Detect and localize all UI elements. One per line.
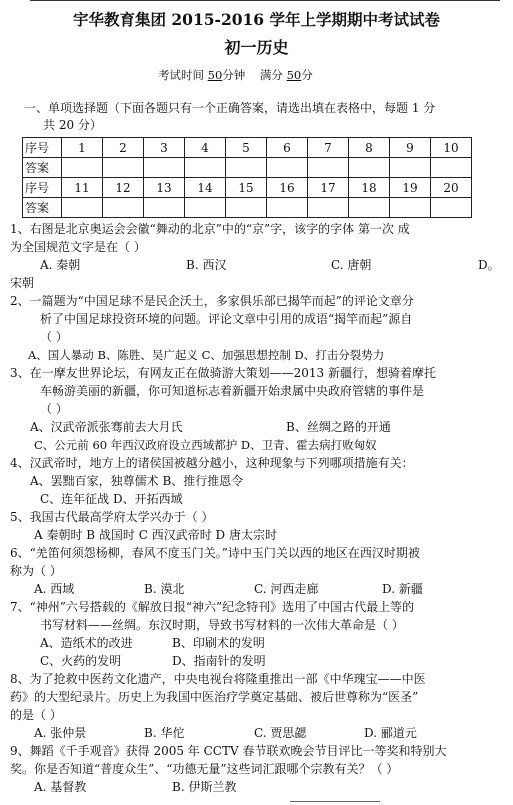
question-3-line: 车畅游美丽的新疆，你可知道标志着新疆开始隶属中央政府管辖的事件是 xyxy=(40,384,425,398)
question-7-line: 7、“神州”六号搭载的《解放日报“神六”纪念特刊》选用了中国古代最上等的 xyxy=(10,600,415,614)
answer-cell[interactable] xyxy=(349,158,390,178)
question-1-line: 1、右图是北京奥运会会徽“舞动的北京”中的“京”字，该字的字体 第一次 成 xyxy=(10,222,410,236)
answer-cell[interactable] xyxy=(185,158,226,178)
score-label: 满分 xyxy=(259,68,283,82)
option-a: A、汉武帝派张骞前去大月氏 xyxy=(30,420,183,434)
question-number: 16 xyxy=(267,178,308,198)
table-row xyxy=(23,158,472,178)
option-d: D、指南针的发明 xyxy=(172,654,266,668)
table-row xyxy=(23,178,472,198)
question-number: 12 xyxy=(103,178,144,198)
option-c: C、火药的发明 xyxy=(40,654,122,668)
time-unit: 分钟 xyxy=(222,68,246,82)
question-3-line: （ ） xyxy=(40,402,68,416)
option-d: D. 新疆 xyxy=(382,582,423,596)
question-6-line: 6、“羌笛何须怨杨柳，春风不度玉门关。”诗中玉门关以西的地区在西汉时期被 xyxy=(10,546,420,560)
table-row xyxy=(23,198,472,218)
answer-cell[interactable] xyxy=(267,158,308,178)
option-c: C. 贾思勰 xyxy=(254,726,307,740)
section-heading-cont: 共 20 分） xyxy=(43,118,102,132)
option-a: A. 西域 xyxy=(34,582,75,596)
option-cd: C、连年征战 D、开拓西域 xyxy=(40,492,183,506)
option-cd: C、公元前 60 年西汉政府设立西域都护 D、卫青、霍去病打败匈奴 xyxy=(34,438,377,452)
answer-header: 答案 xyxy=(23,198,62,218)
question-8-line: 的是（ ） xyxy=(10,708,62,722)
question-number: 5 xyxy=(226,138,267,158)
question-2-options: A、国人暴动 B、陈胜、吴广起义 C、加强思想控制 D、打击分裂势力 xyxy=(28,348,385,362)
score-unit: 分 xyxy=(301,68,313,82)
option-a: A. 秦朝 xyxy=(40,258,81,272)
answer-cell[interactable] xyxy=(103,158,144,178)
question-number: 13 xyxy=(144,178,185,198)
option-b: B. 西汉 xyxy=(186,258,227,272)
question-7-line: 书写材料——丝绸。东汉时期，导致书写材料的一次伟大革命是（ ） xyxy=(40,618,404,632)
exam-meta xyxy=(158,68,313,82)
question-4-line: 4、汉武帝时，地方上的诸侯国被越分越小，这种现象与下列哪项措施有关： xyxy=(10,456,414,470)
answer-cell[interactable] xyxy=(308,198,349,218)
option-b: B、丝绸之路的开通 xyxy=(286,420,391,434)
question-6-line: 称为（ ） xyxy=(10,564,62,578)
answer-cell[interactable] xyxy=(267,198,308,218)
question-number: 17 xyxy=(308,178,349,198)
answer-cell[interactable] xyxy=(349,198,390,218)
number-header: 序号 xyxy=(23,178,62,198)
question-number: 11 xyxy=(62,178,103,198)
question-number: 14 xyxy=(185,178,226,198)
question-number: 7 xyxy=(308,138,349,158)
question-9-line: 奖。你是否知道“普度众生”、“功德无量”这些词汇跟哪个宗教有关？（ ） xyxy=(10,762,399,776)
option-b: B. 漠北 xyxy=(144,582,185,596)
question-9-line: 9、舞蹈《千手观音》获得 2005 年 CCTV 春节联欢晚会节目评比一等奖和特别大 xyxy=(10,744,447,758)
answer-cell[interactable] xyxy=(226,158,267,178)
question-number: 1 xyxy=(62,138,103,158)
question-3-line: 3、在一摩友世界论坛，有网友正在做骑游大策划——2013 新疆行，想骑着摩托 xyxy=(10,366,436,380)
option-a: A. 张仲景 xyxy=(34,726,87,740)
answer-table xyxy=(22,137,472,218)
answer-cell[interactable] xyxy=(62,198,103,218)
option-b: B. 伊斯兰教 xyxy=(172,780,237,794)
answer-cell[interactable] xyxy=(144,158,185,178)
top-rule xyxy=(30,0,500,1)
question-number: 6 xyxy=(267,138,308,158)
question-number: 4 xyxy=(185,138,226,158)
question-number: 15 xyxy=(226,178,267,198)
question-8-line: 药》的大型纪录片。历史上为我国中医治疗学奠定基础、被后世尊称为“医圣” xyxy=(10,690,419,704)
section-heading: 一、单项选择题（下面各题只有一个正确答案，请选出填在表格中，每题 1 分 xyxy=(24,101,436,115)
question-number: 10 xyxy=(431,138,472,158)
score-value: 50 xyxy=(286,68,302,82)
question-number: 18 xyxy=(349,178,390,198)
time-value: 50 xyxy=(207,68,223,82)
answer-cell[interactable] xyxy=(103,198,144,218)
answer-cell[interactable] xyxy=(185,198,226,218)
question-number: 8 xyxy=(349,138,390,158)
number-header: 序号 xyxy=(23,138,62,158)
option-d: D。 xyxy=(478,258,500,272)
answer-cell[interactable] xyxy=(431,198,472,218)
question-8-line: 8、为了抢救中医药文化遗产，中央电视台将隆重推出一部《中华瑰宝——中医 xyxy=(10,672,426,686)
question-1-line: 为全国规范文字是在（ ） xyxy=(10,240,146,254)
question-2-line: 析了中国足球投资环境的问题。评论文章中引用的成语“揭竿而起”源自 xyxy=(40,312,413,326)
question-number: 9 xyxy=(390,138,431,158)
answer-cell[interactable] xyxy=(144,198,185,218)
answer-cell[interactable] xyxy=(390,158,431,178)
question-2-line: 2、一篇题为“中国足球不是民企沃土，多家俱乐部已揭竿而起”的评论文章分 xyxy=(10,294,414,308)
option-ab: A、罢黜百家，独尊儒术 B、推行推恩令 xyxy=(30,474,244,488)
answer-cell[interactable] xyxy=(226,198,267,218)
option-a: A、造纸术的改进 xyxy=(40,636,133,650)
option-a: A. 基督教 xyxy=(34,780,87,794)
answer-cell[interactable] xyxy=(62,158,103,178)
time-label: 考试时间 xyxy=(158,68,204,82)
question-5-options: A 秦朝时 B 战国时 C 西汉武帝时 D 唐太宗时 xyxy=(34,528,277,542)
exam-subject: 初一历史 xyxy=(224,38,289,57)
option-c: C. 河西走廊 xyxy=(254,582,319,596)
question-number: 2 xyxy=(103,138,144,158)
question-number: 19 xyxy=(390,178,431,198)
question-number: 3 xyxy=(144,138,185,158)
answer-cell[interactable] xyxy=(431,158,472,178)
footer-rule xyxy=(290,801,380,802)
answer-cell[interactable] xyxy=(390,198,431,218)
option-d: D. 郦道元 xyxy=(364,726,417,740)
answer-header: 答案 xyxy=(23,158,62,178)
question-2-line: （ ） xyxy=(40,330,68,344)
question-number: 20 xyxy=(431,178,472,198)
exam-title: 宇华教育集团 2015-2016 学年上学期期中考试试卷 xyxy=(72,10,440,29)
option-b: B、印刷术的发明 xyxy=(172,636,265,650)
option-c: C. 唐朝 xyxy=(331,258,372,272)
option-b: B. 华佗 xyxy=(144,726,185,740)
option-d-cont: 宋朝 xyxy=(10,276,35,290)
question-5-line: 5、我国古代最高学府太学兴办于（ ） xyxy=(10,510,214,524)
table-row xyxy=(23,138,472,158)
answer-cell[interactable] xyxy=(308,158,349,178)
